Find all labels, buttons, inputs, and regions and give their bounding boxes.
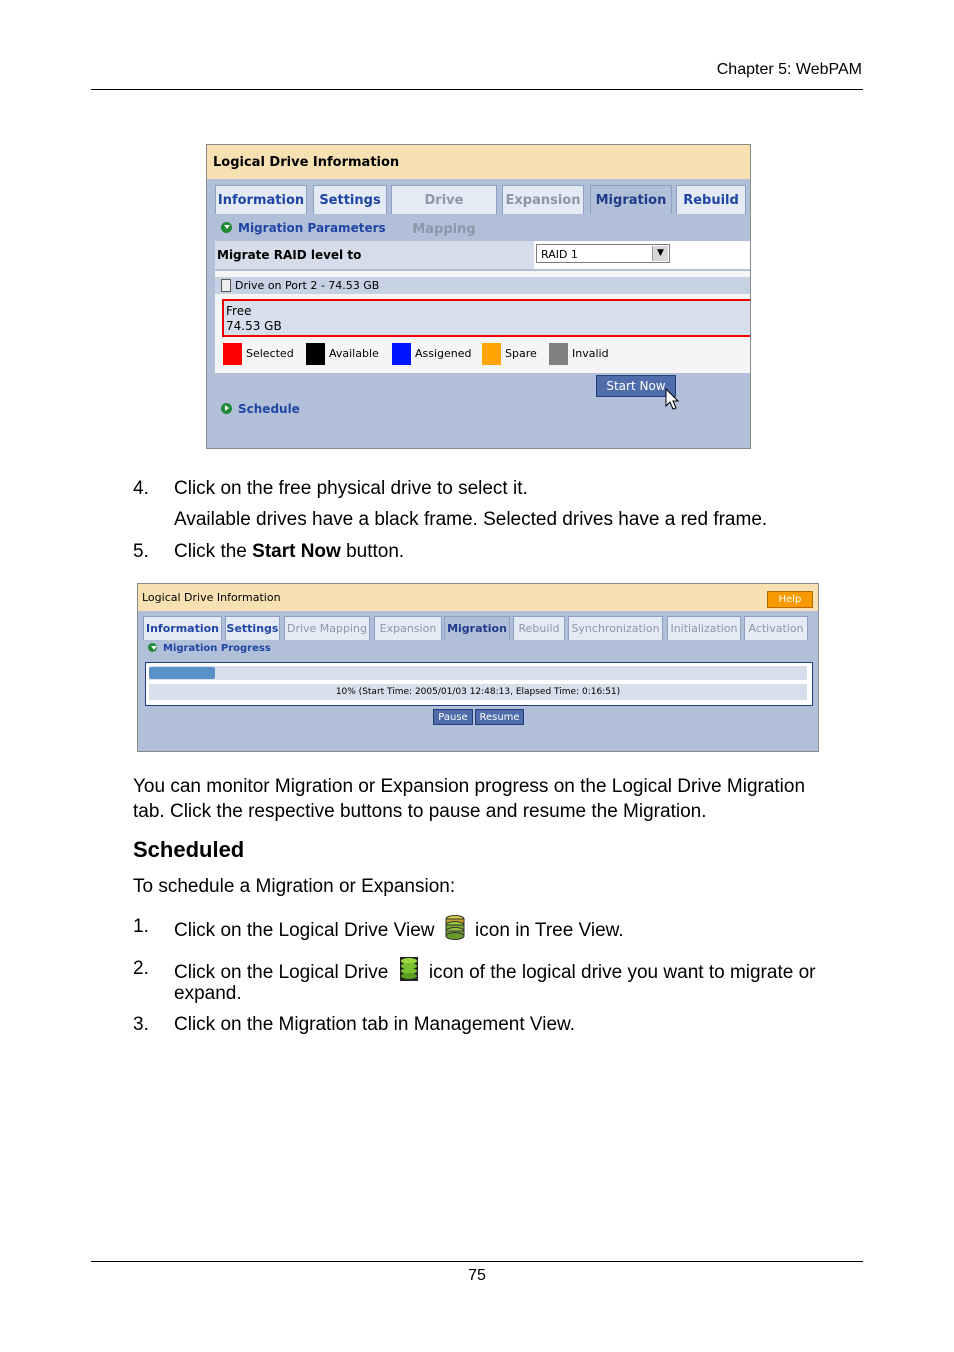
tab-initialization[interactable]: Initialization bbox=[667, 616, 741, 640]
step-text: Click on the Migration tab in Management View. bbox=[174, 1014, 575, 1035]
tab-settings[interactable]: Settings bbox=[313, 185, 387, 214]
tab-activation[interactable]: Activation bbox=[744, 616, 808, 640]
step-text: Click on the Logical Drive View icon in Tree View. bbox=[174, 914, 624, 943]
migrate-raid-label: Migrate RAID level to bbox=[217, 248, 362, 262]
tab-information[interactable]: Information bbox=[215, 185, 307, 214]
step-text: Click the Start Now button. bbox=[174, 541, 405, 562]
progress-bar-fill bbox=[149, 667, 215, 679]
step-number: 4. bbox=[133, 478, 149, 499]
progress-panel bbox=[145, 662, 813, 706]
migration-parameters-section[interactable]: Migration Parameters bbox=[221, 221, 386, 235]
step-continuation: expand. bbox=[174, 983, 242, 1004]
schedule-section[interactable]: Schedule bbox=[221, 402, 300, 416]
tab-settings[interactable]: Settings bbox=[225, 616, 280, 640]
step-number: 1. bbox=[133, 916, 149, 937]
drive-size-label: 74.53 GB bbox=[226, 319, 282, 333]
header-rule bbox=[91, 89, 863, 90]
progress-bar-track bbox=[149, 666, 807, 680]
tab-expansion[interactable]: Expansion bbox=[502, 185, 584, 214]
legend-assigned: Assigened bbox=[392, 343, 472, 365]
help-button[interactable]: Help bbox=[767, 591, 813, 608]
step-text: Click on the free physical drive to select it. bbox=[174, 478, 528, 499]
chevron-down-icon: ▼ bbox=[652, 246, 668, 261]
legend-available: Available bbox=[306, 343, 379, 365]
tab-rebuild[interactable]: Rebuild bbox=[513, 616, 565, 640]
page-header: Chapter 5: WebPAM bbox=[716, 61, 862, 78]
assigned-swatch bbox=[392, 343, 411, 365]
tab-rebuild[interactable]: Rebuild bbox=[676, 185, 746, 214]
hard-drive-icon bbox=[221, 279, 231, 292]
section-heading: Scheduled bbox=[133, 837, 245, 862]
logical-drive-view-icon bbox=[444, 914, 466, 940]
step-number: 3. bbox=[133, 1014, 149, 1035]
step-text: Click on the Logical Drive icon of the logical drive you want to migrate or bbox=[174, 956, 815, 985]
step-number: 5. bbox=[133, 541, 149, 562]
tab-migration[interactable]: Migration bbox=[444, 616, 510, 640]
tab-drive-mapping[interactable]: Drive Mapping bbox=[284, 616, 370, 640]
tab-drive-mapping[interactable]: Drive Mapping bbox=[391, 185, 497, 214]
tab-information[interactable]: Information bbox=[143, 616, 222, 640]
page-number: 75 bbox=[468, 1267, 486, 1284]
footer-rule bbox=[91, 1261, 863, 1262]
logical-drive-icon bbox=[398, 956, 420, 982]
start-now-button[interactable]: Start Now bbox=[596, 375, 676, 397]
invalid-swatch bbox=[549, 343, 568, 365]
legend-selected: Selected bbox=[223, 343, 294, 365]
paragraph: You can monitor Migration or Expansion progress on the Logical Drive Migration tab. Click the respective buttons to pause and resume the Migration. bbox=[133, 776, 806, 822]
legend-spare: Spare bbox=[482, 343, 537, 365]
panel-title: Logical Drive Information bbox=[138, 584, 818, 611]
drive-free-label: Free bbox=[226, 304, 252, 318]
expand-icon bbox=[221, 403, 232, 414]
resume-button[interactable]: Resume bbox=[475, 709, 524, 725]
intro-text: To schedule a Migration or Expansion: bbox=[133, 876, 456, 897]
drive-header: Drive on Port 2 - 74.53 GB bbox=[215, 277, 750, 294]
migration-progress-screenshot bbox=[137, 583, 819, 752]
collapse-icon bbox=[148, 643, 157, 652]
mouse-cursor-icon bbox=[665, 388, 681, 412]
panel-title: Logical Drive Information bbox=[207, 145, 750, 179]
step-number: 2. bbox=[133, 958, 149, 979]
free-drive-block[interactable] bbox=[222, 299, 750, 337]
migration-progress-section[interactable]: Migration Progress bbox=[148, 643, 271, 654]
step-subtext: Available drives have a black frame. Selected drives have a red frame. bbox=[174, 509, 768, 530]
tab-migration[interactable]: Migration bbox=[590, 185, 672, 214]
migration-parameters-screenshot bbox=[206, 144, 751, 449]
available-swatch bbox=[306, 343, 325, 365]
tab-expansion[interactable]: Expansion bbox=[374, 616, 442, 640]
progress-text: 10% (Start Time: 2005/01/03 12:48:13, Elapsed Time: 0:16:51) bbox=[149, 684, 807, 700]
pause-button[interactable]: Pause bbox=[433, 709, 473, 725]
selected-swatch bbox=[223, 343, 242, 365]
raid-level-select[interactable]: RAID 1 ▼ bbox=[536, 244, 670, 263]
collapse-icon bbox=[221, 222, 232, 233]
spare-swatch bbox=[482, 343, 501, 365]
legend-invalid: Invalid bbox=[549, 343, 609, 365]
tab-synchronization[interactable]: Synchronization bbox=[568, 616, 663, 640]
